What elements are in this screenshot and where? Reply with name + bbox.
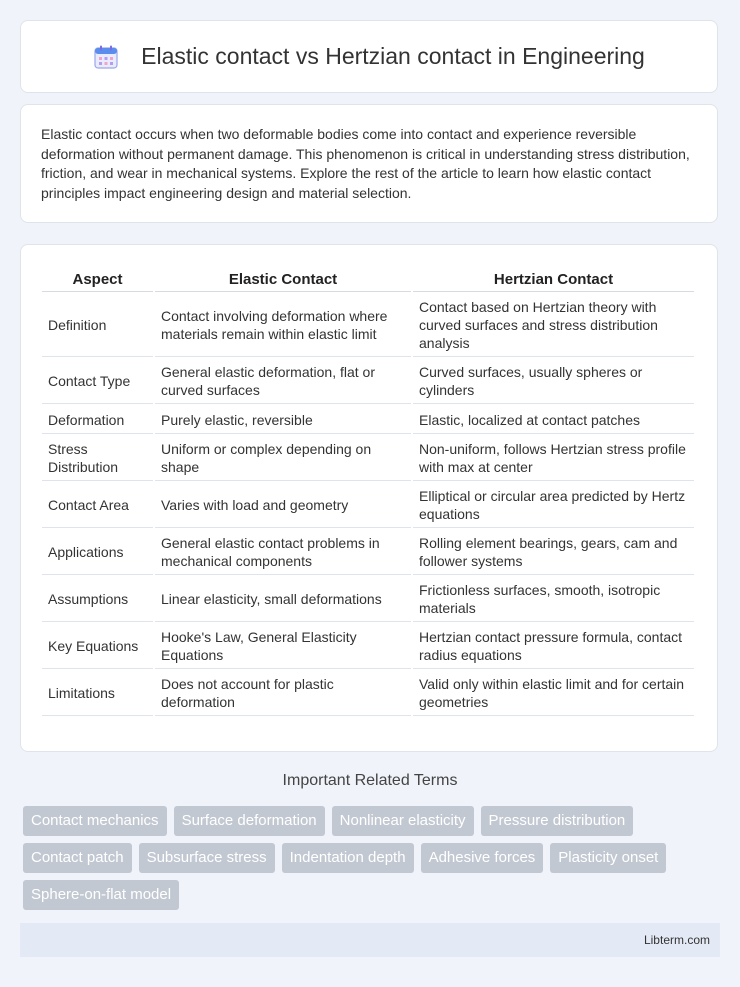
header-aspect: Aspect — [42, 267, 153, 292]
table-row — [42, 624, 694, 669]
intro-text: Elastic contact occurs when two deformable bodies come into contact and experience reversible deformation without permanent damage. This phenomenon is critical in understanding stress distribution, friction, and wear in mechanical systems. Explore the rest of the article to learn how elastic contact principles impact engineering design and material selection. — [41, 126, 690, 201]
table-row — [42, 577, 694, 622]
elastic-cell: Varies with load and geometry — [155, 483, 411, 528]
table-row — [42, 530, 694, 575]
aspect-cell: Contact Type — [42, 359, 153, 404]
related-term-tag[interactable]: Plasticity onset — [550, 843, 666, 873]
related-term-tag[interactable]: Contact patch — [23, 843, 132, 873]
hertzian-cell: Contact based on Hertzian theory with curved surfaces and stress distribution analysis — [413, 294, 694, 357]
table-row — [42, 483, 694, 528]
related-terms-list — [23, 806, 723, 917]
hertzian-cell: Rolling element bearings, gears, cam and follower systems — [413, 530, 694, 575]
table-row — [42, 436, 694, 481]
elastic-cell: Hooke's Law, General Elasticity Equations — [155, 624, 411, 669]
comparison-table — [40, 265, 696, 718]
elastic-cell: Purely elastic, reversible — [155, 406, 411, 434]
related-term-tag[interactable]: Adhesive forces — [421, 843, 544, 873]
page-header — [20, 20, 718, 93]
page-title: Elastic contact vs Hertzian contact in Engineering — [141, 43, 645, 69]
header-elastic: Elastic Contact — [155, 267, 411, 292]
aspect-cell: Limitations — [42, 671, 153, 716]
elastic-cell: General elastic deformation, flat or curved surfaces — [155, 359, 411, 404]
hertzian-cell: Elastic, localized at contact patches — [413, 406, 694, 434]
related-term-tag[interactable]: Subsurface stress — [139, 843, 275, 873]
hertzian-cell: Elliptical or circular area predicted by Hertz equations — [413, 483, 694, 528]
calendar-icon — [93, 44, 119, 70]
table-header-row — [42, 267, 694, 292]
related-term-tag[interactable]: Indentation depth — [282, 843, 414, 873]
aspect-cell: Definition — [42, 294, 153, 357]
aspect-cell: Deformation — [42, 406, 153, 434]
related-terms-title: Important Related Terms — [282, 772, 458, 789]
elastic-cell: Linear elasticity, small deformations — [155, 577, 411, 622]
related-term-tag[interactable]: Nonlinear elasticity — [332, 806, 474, 836]
comparison-card — [20, 244, 718, 752]
hertzian-cell: Hertzian contact pressure formula, contact radius equations — [413, 624, 694, 669]
aspect-cell: Stress Distribution — [42, 436, 153, 481]
aspect-cell: Assumptions — [42, 577, 153, 622]
hertzian-cell: Frictionless surfaces, smooth, isotropic materials — [413, 577, 694, 622]
related-term-tag[interactable]: Pressure distribution — [481, 806, 634, 836]
aspect-cell: Contact Area — [42, 483, 153, 528]
aspect-cell: Key Equations — [42, 624, 153, 669]
related-term-tag[interactable]: Surface deformation — [174, 806, 325, 836]
elastic-cell: Does not account for plastic deformation — [155, 671, 411, 716]
table-row — [42, 294, 694, 357]
elastic-cell: General elastic contact problems in mechanical components — [155, 530, 411, 575]
table-row — [42, 671, 694, 716]
aspect-cell: Applications — [42, 530, 153, 575]
hertzian-cell: Non-uniform, follows Hertzian stress profile with max at center — [413, 436, 694, 481]
intro-card — [20, 104, 718, 223]
table-row — [42, 406, 694, 434]
table-row — [42, 359, 694, 404]
related-term-tag[interactable]: Contact mechanics — [23, 806, 167, 836]
footer — [20, 923, 720, 957]
footer-link[interactable]: Libterm.com — [643, 933, 710, 947]
related-term-tag[interactable]: Sphere-on-flat model — [23, 880, 179, 910]
elastic-cell: Uniform or complex depending on shape — [155, 436, 411, 481]
hertzian-cell: Valid only within elastic limit and for certain geometries — [413, 671, 694, 716]
elastic-cell: Contact involving deformation where materials remain within elastic limit — [155, 294, 411, 357]
hertzian-cell: Curved surfaces, usually spheres or cylinders — [413, 359, 694, 404]
header-hertzian: Hertzian Contact — [413, 267, 694, 292]
